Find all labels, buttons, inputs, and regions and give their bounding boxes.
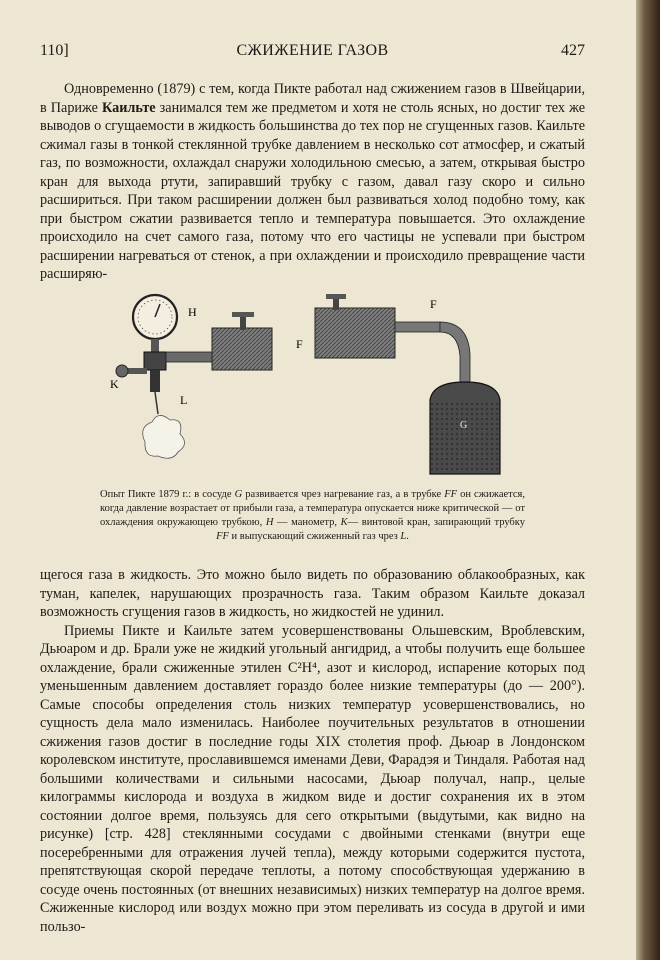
caption-text: развивается чрез нагревание газ, а в трубке xyxy=(242,489,445,500)
paragraph: Приемы Пикте и Каильте затем усовершенствованы Ольшевским, Вроблевским, Дьюаром и др. Брали уже не жидкий угольный ангидрид, а чтобы получить еще большее охлаждение, брали сжиженные этилен C²H⁴, азот и кислород, испарение которых под уменьшенным давлением доставляет гораздо более низкие температуры (до — 200°). Самые способы определения столь низких температур усовершенствовались, но сущность дела мало изменилась. Наиболее поучительных результатов в отношении сжижения газов достиг в последние годы XIX столетия проф. Дьюар в Лондонском королевском институте, прославившемся именами Деви, Фарадэя и Тиндаля. Работая над большими количествами и сильными насосами, Дьюар получал, напр., целые килограммы кислорода и воздуха в жидком виде и достиг сохранения их в этом состоянии долгое время, пользуясь для сего открытыми (выдутыми, как видно на рисунке) [стр. 428] стеклянными сосудами с двойными стенками (внутри еще посеребренными для отражения лучей тепла), между которыми содержится пустота, препятствующая скорой передаче теплоты, а потому способствующая удержанию в сосуде очень постоянных (от внешних независимых) низких температур на долгое время. Сжиженные кислород или воздух можно при этом переливать из сосуда в другой и ими пользо- xyxy=(40,622,585,935)
chapter-title: СЖИЖЕНИЕ ГАЗОВ xyxy=(236,42,389,59)
label-f-right: F xyxy=(430,297,437,311)
paragraph-text: Одновременно (1879) с тем, когда Пикте работал над сжижением газов в Швейцарии, в Париже xyxy=(40,81,585,116)
section-number: 110] xyxy=(40,42,69,59)
caption-text: — манометр, xyxy=(273,517,341,528)
label-l: L xyxy=(180,393,188,407)
name-kailte: Каильте xyxy=(102,99,156,116)
pictet-apparatus-illustration xyxy=(100,282,520,482)
paragraph: щегося газа в жидкость. Это можно было видеть по образованию облакообразных, как туман, капелек, нарушающих прозрачность газа. Таким образом Каильте доказал возможность сгущения газов в жидкость, но жидкостей не удинил. xyxy=(40,567,585,620)
paragraph xyxy=(40,80,585,284)
label-g: G xyxy=(460,420,468,431)
running-header xyxy=(40,42,585,64)
book-spine xyxy=(636,0,660,960)
caption-symbol: G xyxy=(234,489,243,500)
caption-symbol: K xyxy=(340,517,348,528)
paragraph-text: занимался тем же предметом и хотя не столь ясных, но достиг тех же выводов о сгущаемости в жидкость большинства до тех пор не сгущенных газов. Каильте сжимал газы в тонкой стеклянной трубке давлением в несколько сот атмосфер, и сжатый газ, по возможности, охлаждал снаружи холодильною смесью, а затем, открывая быстро кран для выхода ртути, запиравший трубку с газом, давал газу скоро и сильно расшириться. При таком расширении должен был развиваться холод подобно тому, как при быстром сжатии развивается тепло и температура повышается. Это охлаждение происходило на счет самого газа, потому что его частицы не успевали при быстром расширении нагреваться от стенок, а при охлаждении и происходило превращение части расширяю- xyxy=(40,99,585,282)
caption-text: он сжижается, когда давление возрастает от прибыли газа, а температура опускается ниже критической — от охлаждения окружающею трубкою, xyxy=(100,489,525,528)
paragraph-intro xyxy=(40,80,585,284)
label-h: H xyxy=(188,305,197,319)
label-k: K xyxy=(110,377,119,391)
label-f-left: F xyxy=(296,337,303,351)
caption-symbol: FF xyxy=(444,489,458,500)
page-number: 427 xyxy=(561,42,585,59)
figure-caption xyxy=(100,488,525,544)
caption-text: и выпускающий сжиженный газ чрез xyxy=(228,531,401,542)
caption-text: Опыт Пикте 1879 г.: в сосуде xyxy=(100,489,235,500)
paragraph-continuation xyxy=(40,566,585,936)
caption-text: — винтовой кран, запирающий трубку xyxy=(347,517,525,528)
caption-text: . xyxy=(406,531,409,542)
caption-symbol: FF xyxy=(216,531,229,542)
caption-symbol: H xyxy=(265,517,274,528)
caption-symbol: L xyxy=(400,531,407,542)
